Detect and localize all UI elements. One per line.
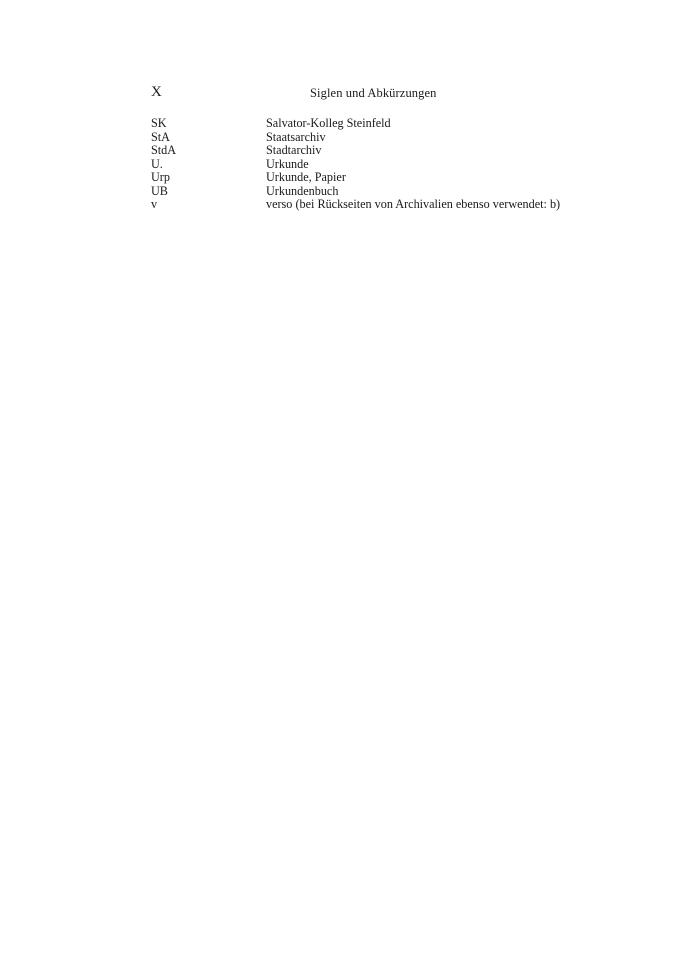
abbreviation-meaning: Urkunde, Papier <box>266 170 346 184</box>
abbreviation-meaning: verso (bei Rückseiten von Archivalien ebenso verwendet: b) <box>266 197 561 211</box>
abbreviation-meaning: Urkundenbuch <box>266 183 339 198</box>
abbreviation-meaning: Stadtarchiv <box>266 143 322 157</box>
abbreviation-key: SK <box>151 116 167 130</box>
abbreviation-entry <box>151 131 591 145</box>
abbreviation-key: UB <box>151 183 168 198</box>
abbreviation-key: v <box>151 197 158 211</box>
abbreviation-entry <box>151 198 591 212</box>
abbreviation-list <box>151 117 591 212</box>
abbreviation-key: StA <box>151 129 170 144</box>
page-number: X <box>151 84 162 100</box>
abbreviation-meaning: Urkunde <box>266 156 309 171</box>
abbreviation-key: StdA <box>151 143 177 157</box>
abbreviation-key: U. <box>151 156 163 171</box>
abbreviation-entry <box>151 158 591 172</box>
abbreviation-key: Urp <box>151 170 170 184</box>
abbreviation-meaning: Staatsarchiv <box>266 129 326 144</box>
abbreviation-entry <box>151 144 591 158</box>
abbreviation-entry <box>151 185 591 199</box>
abbreviation-entry <box>151 117 591 131</box>
abbreviation-meaning: Salvator-Kolleg Steinfeld <box>266 116 391 130</box>
abbreviation-entry <box>151 171 591 185</box>
running-head: Siglen und Abkürzungen <box>310 86 437 100</box>
